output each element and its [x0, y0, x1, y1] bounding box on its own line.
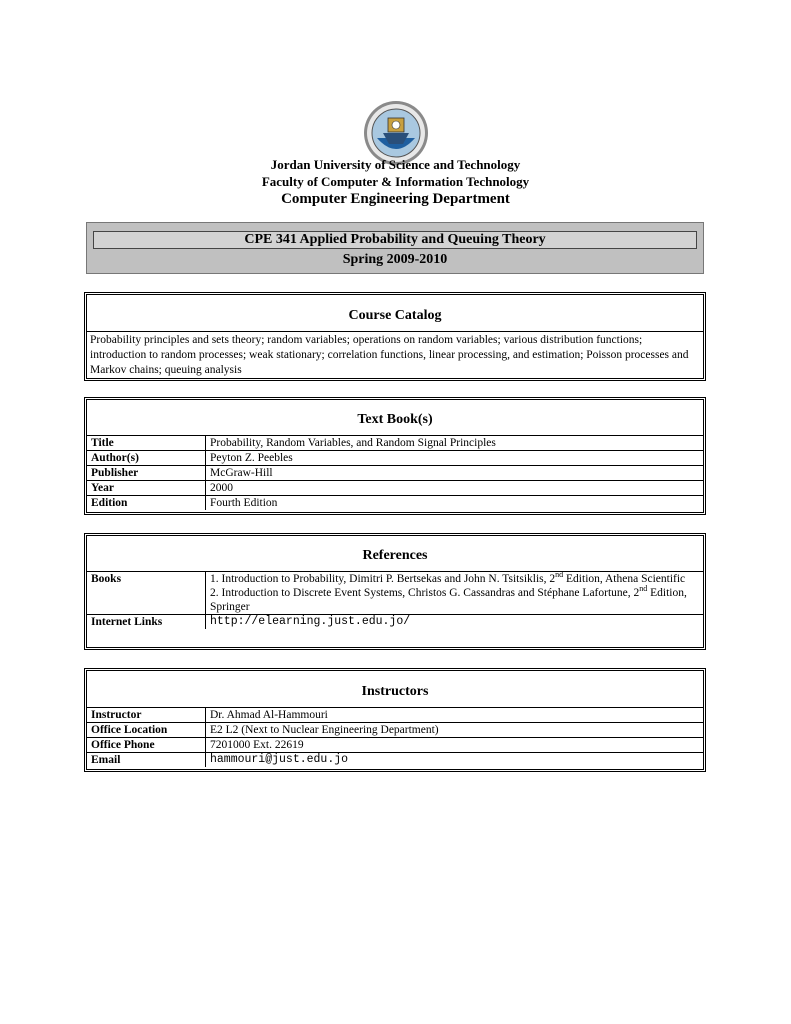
references-books-label: Books	[87, 572, 206, 615]
table-row	[87, 466, 703, 481]
email-label: Email	[87, 753, 206, 768]
table-row	[87, 451, 703, 466]
textbook-edition-value: Fourth Edition	[206, 496, 704, 511]
textbook-table	[87, 436, 703, 510]
textbook-publisher-value: McGraw-Hill	[206, 466, 704, 481]
instructors-section	[84, 668, 706, 772]
references-books-value	[206, 572, 704, 615]
table-row	[87, 708, 703, 723]
table-row	[87, 436, 703, 451]
email-link[interactable]: hammouri@just.edu.jo	[206, 753, 704, 768]
department-name: Computer Engineering Department	[281, 191, 510, 207]
textbook-title-label: Title	[87, 436, 206, 451]
reference-book-1: 1. Introduction to Probability, Dimitri P. Bertsekas and John N. Tsitsiklis, 2nd Edition, Athena Scientific	[210, 570, 686, 585]
references-section	[84, 533, 706, 650]
textbook-edition-label: Edition	[87, 496, 206, 511]
textbook-author-label: Author(s)	[87, 451, 206, 466]
course-title: CPE 341 Applied Probability and Queuing Theory	[93, 231, 697, 249]
instructors-table	[87, 708, 703, 767]
faculty-name: Faculty of Computer & Information Technology	[261, 174, 530, 189]
references-link[interactable]: http://elearning.just.edu.jo/	[206, 615, 704, 630]
textbook-year-label: Year	[87, 481, 206, 496]
instructor-label: Instructor	[87, 708, 206, 723]
instructor-value: Dr. Ahmad Al-Hammouri	[206, 708, 704, 723]
office-location-value: E2 L2 (Next to Nuclear Engineering Department)	[206, 723, 704, 738]
instructors-heading: Instructors	[87, 671, 703, 708]
references-heading: References	[87, 536, 703, 572]
table-row	[87, 481, 703, 496]
table-row	[87, 615, 703, 630]
textbook-section	[84, 397, 706, 515]
table-row	[87, 753, 703, 768]
textbook-year-value: 2000	[206, 481, 704, 496]
university-name: Jordan University of Science and Technology	[270, 157, 521, 172]
reference-book-2: 2. Introduction to Discrete Event Systems, Christos G. Cassandras and Stéphane Lafortune, 2nd Edition, Springer	[210, 584, 687, 613]
course-catalog-text: Probability principles and sets theory; random variables; operations on random variables; various distribution functions; introduction to random processes; weak stationary; correlation functions, linear processing, and estimation; Poisson processes and Markov chains; queuing analysis	[90, 334, 689, 376]
office-phone-label: Office Phone	[87, 738, 206, 753]
references-links-label: Internet Links	[87, 615, 206, 630]
office-phone-value: 7201000 Ext. 22619	[206, 738, 704, 753]
textbook-author-value: Peyton Z. Peebles	[206, 451, 704, 466]
course-catalog-section	[84, 292, 706, 381]
table-row	[87, 572, 703, 615]
course-title-box	[86, 222, 704, 274]
textbook-publisher-label: Publisher	[87, 466, 206, 481]
textbook-title-value: Probability, Random Variables, and Random Signal Principles	[206, 436, 704, 451]
table-row	[87, 496, 703, 511]
references-table	[87, 572, 703, 629]
course-term: Spring 2009-2010	[342, 252, 448, 267]
table-row	[87, 738, 703, 753]
course-catalog-heading: Course Catalog	[87, 295, 703, 332]
textbook-heading: Text Book(s)	[87, 400, 703, 436]
office-location-label: Office Location	[87, 723, 206, 738]
table-row	[87, 723, 703, 738]
